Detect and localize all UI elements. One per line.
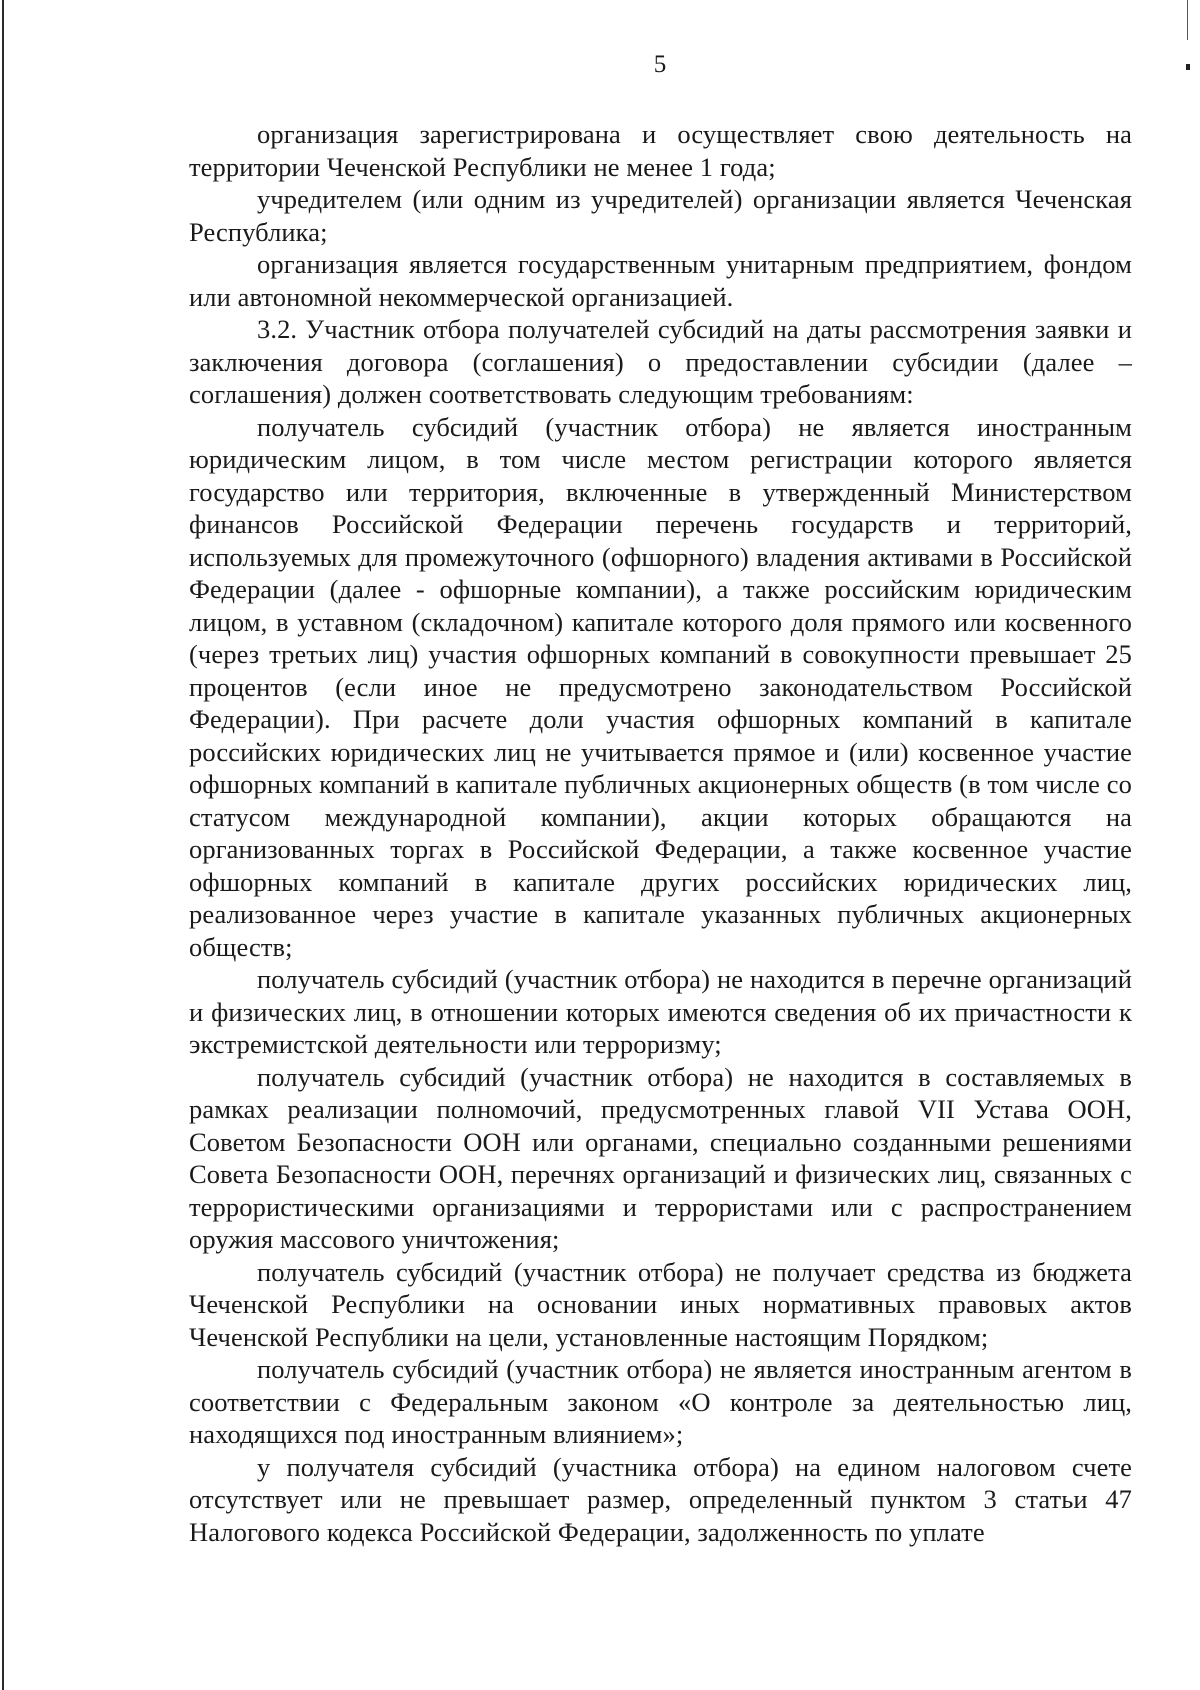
paragraph-founder: учредителем (или одним из учредителей) организации является Чеченская Республика;: [189, 184, 1132, 247]
paragraph-un-sanctions-list: получатель субсидий (участник отбора) не находится в составляемых в рамках реализации полномочий, предусмотренных главой VII Устава ООН, Советом Безопасности ООН или органами, специально созданными решениями Совета Безопасности ООН, перечнях организаций и физических лиц, связанных с террористическими организациями и террористами или с распространением оружия массового уничтожения;: [189, 1061, 1132, 1254]
paragraph-organization-type: организация является государственным унитарным предприятием, фондом или автономной некоммерческой организацией.: [189, 249, 1132, 312]
paragraph-section-3-2: 3.2. Участник отбора получателей субсидий на даты рассмотрения заявки и заключения договора (соглашения) о предоставлении субсидии (далее – соглашения) должен соответствовать следующим требованиям:: [189, 314, 1132, 409]
paragraph-registration-period: организация зарегистрирована и осуществляет свою деятельность на территории Чеченской Республики не менее 1 года;: [189, 119, 1132, 182]
paragraph-tax-debt: у получателя субсидий (участника отбора) на едином налоговом счете отсутствует или не превышает размер, определенный пунктом 3 статьи 47 Налогового кодекса Российской Федерации, задолженность по уплате: [189, 1451, 1132, 1547]
page-number: 5: [653, 51, 667, 78]
paragraph-foreign-agent: получатель субсидий (участник отбора) не является иностранным агентом в соответствии с Федеральным законом «О контроле за деятельностью лиц, находящихся под иностранным влиянием»;: [189, 1354, 1132, 1449]
paragraph-extremism-list: получатель субсидий (участник отбора) не находится в перечне организаций и физических лиц, в отношении которых имеются сведения об их причастности к экстремистской деятельности или терроризму;: [189, 964, 1132, 1059]
scan-edge-right: [1187, 0, 1188, 40]
paragraph-offshore-requirement: получатель субсидий (участник отбора) не является иностранным юридическим лицом, в том числе местом регистрации которого является государство или территория, включенные в утвержденный Министерством финансов Российской Федерации перечень государств и территорий, используемых для промежуточного (офшорного) владения активами в Российской Федерации (далее - офшорные компании), а также российским юридическим лицом, в уставном (складочном) капитале которого доля прямого или косвенного (через третьих лиц) участия офшорных компаний в совокупности превышает 25 процентов (если иное не предусмотрено законодательством Российской Федерации). При расчете доли участия офшорных компаний в капитале российских юридических лиц не учитывается прямое и (или) косвенное участие офшорных компаний в капитале публичных акционерных обществ (в том числе со статусом международной компании), акции которых обращаются на организованных торгах в Российской Федерации, а также косвенное участие офшорных компаний в капитале других российских юридических лиц, реализованное через участие в капитале указанных публичных акционерных обществ;: [189, 411, 1132, 962]
scan-edge-left: [2, 0, 4, 1690]
document-body: [189, 118, 1132, 1548]
paragraph-other-budget-funds: получатель субсидий (участник отбора) не получает средства из бюджета Чеченской Республики на основании иных нормативных правовых актов Чеченской Республики на цели, установленные настоящим Порядком;: [189, 1256, 1132, 1352]
